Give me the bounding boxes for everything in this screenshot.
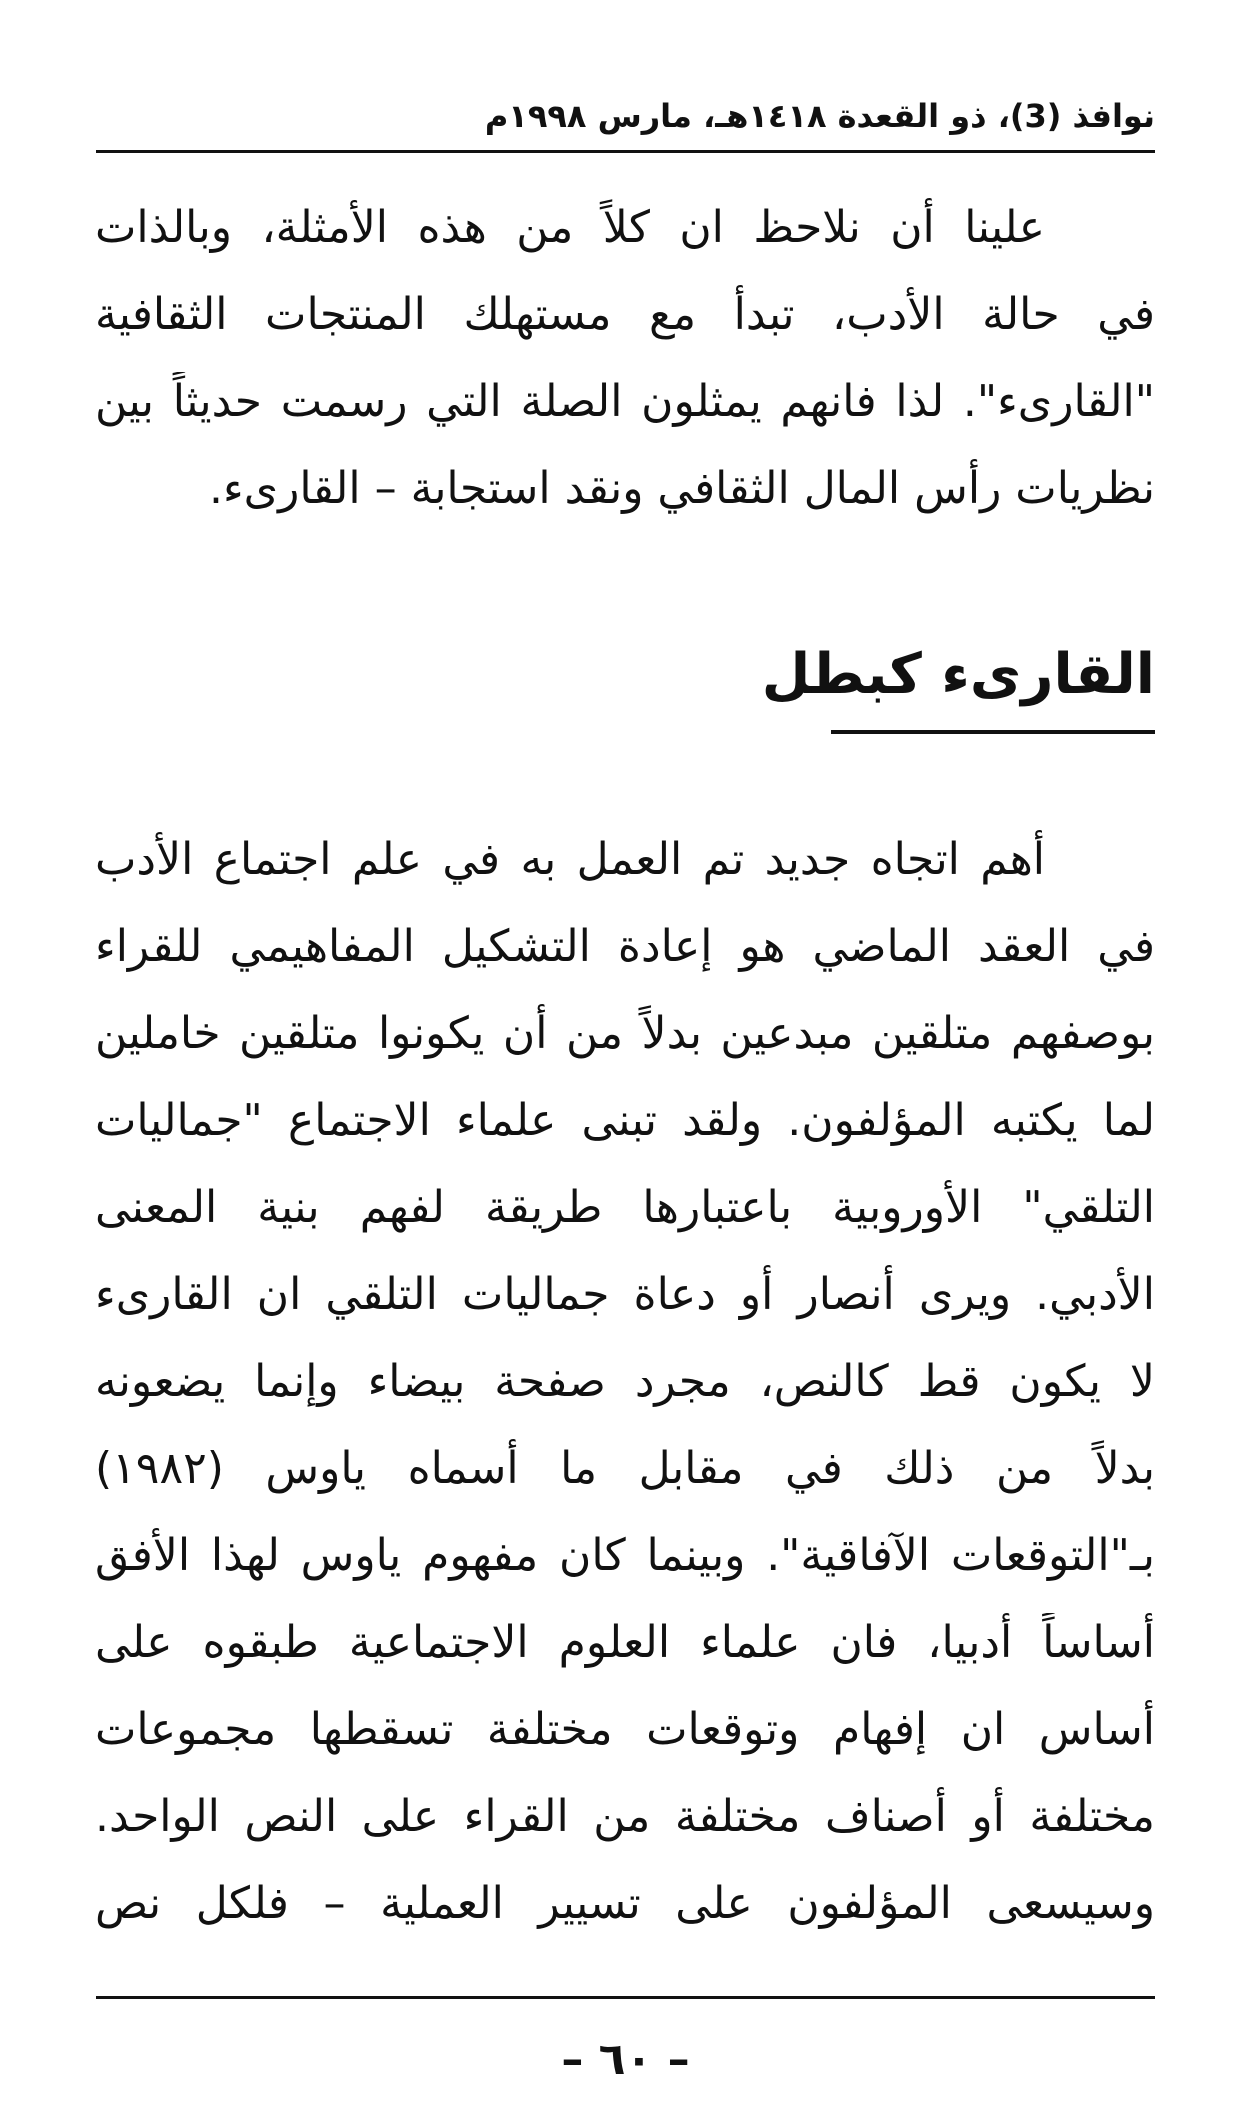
paragraph-1-line: في حالة الأدب، تبدأ مع مستهلك المنتجات الثقافية — [95, 289, 1155, 340]
paragraph-2-line: أساساً أدبيا، فان علماء العلوم الاجتماعية طبقوه على — [95, 1617, 1155, 1668]
paragraph-1-line: "القارىء". لذا فانهم يمثلون الصلة التي رسمت حديثاً بين — [95, 376, 1155, 427]
paragraph-2-line: بوصفهم متلقين مبدعين بدلاً من أن يكونوا متلقين خاملين — [95, 1008, 1155, 1059]
paragraph-2-line: لما يكتبه المؤلفون. ولقد تبنى علماء الاجتماع "جماليات — [95, 1095, 1155, 1146]
paragraph-1-line: علينا أن نلاحظ ان كلاً من هذه الأمثلة، وبالذات — [95, 202, 1045, 253]
paragraph-2-line: أهم اتجاه جديد تم العمل به في علم اجتماع الأدب — [95, 834, 1045, 885]
paragraph-1-line: نظريات رأس المال الثقافي ونقد استجابة – القارىء. — [208, 463, 1155, 514]
section-heading: القارىء كبطل — [761, 642, 1155, 707]
paragraph-2-line: في العقد الماضي هو إعادة التشكيل المفاهيمي للقراء — [95, 921, 1155, 972]
page-number: – ٦٠ – — [561, 2034, 690, 2085]
paragraph-2-line: التلقي" الأوروبية باعتبارها طريقة لفهم بنية المعنى — [95, 1182, 1155, 1233]
running-head: نوافذ (3)، ذو القعدة ١٤١٨هـ، مارس ١٩٩٨م — [484, 97, 1155, 135]
footer-rule — [96, 1996, 1155, 1999]
paragraph-2-line: بـ"التوقعات الآفاقية". وبينما كان مفهوم ياوس لهذا الأفق — [95, 1530, 1155, 1581]
heading-underline — [831, 730, 1155, 734]
header-rule — [96, 150, 1155, 153]
paragraph-2-line: أساس ان إفهام وتوقعات مختلفة تسقطها مجموعات — [95, 1704, 1155, 1755]
paragraph-2-line: الأدبي. ويرى أنصار أو دعاة جماليات التلقي ان القارىء — [95, 1269, 1155, 1320]
paragraph-2-line: لا يكون قط كالنص، مجرد صفحة بيضاء وإنما يضعونه — [95, 1356, 1155, 1407]
paragraph-2-line: بدلاً من ذلك في مقابل ما أسماه ياوس (١٩٨٢) — [95, 1443, 1155, 1494]
paragraph-2-line: وسيسعى المؤلفون على تسيير العملية – فلكل نص — [95, 1878, 1155, 1929]
paragraph-2-line: مختلفة أو أصناف مختلفة من القراء على النص الواحد. — [95, 1791, 1155, 1842]
